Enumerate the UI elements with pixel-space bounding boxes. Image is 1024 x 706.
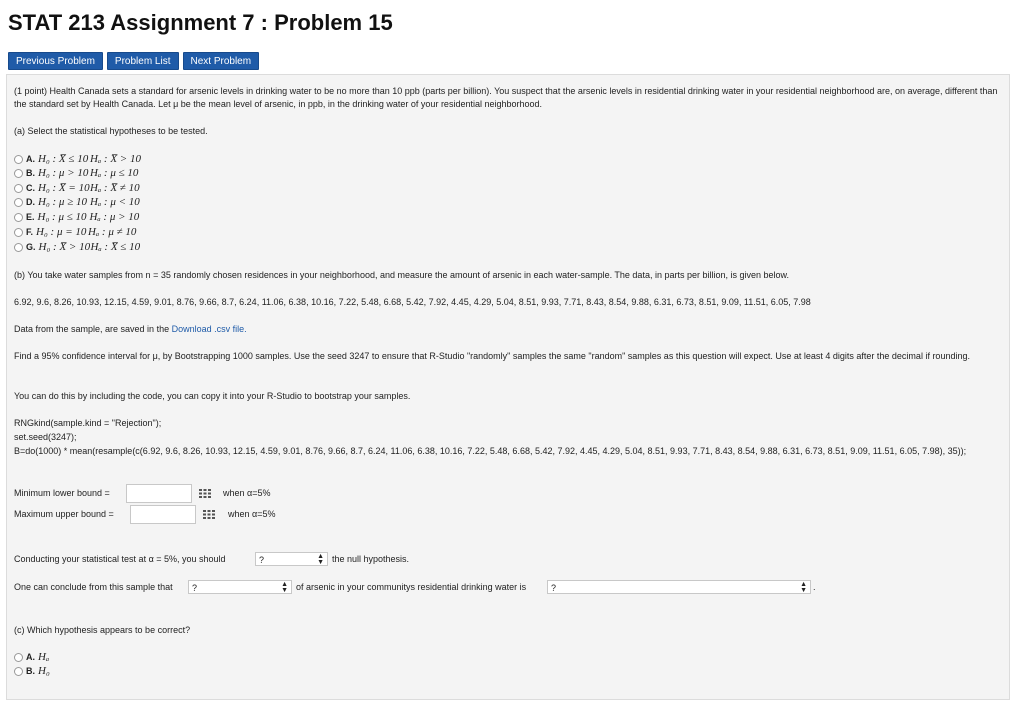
next-problem-button[interactable]: Next Problem [183,52,260,70]
conclusion-select-2[interactable]: ? ▲ ▼ [547,580,811,594]
max-alpha-note: when α=5% [228,509,276,519]
conclude-end: . [813,582,816,592]
problem-intro: (1 point) Health Canada sets a standard for arsenic levels in drinking water to be no more than 10 ppb (parts per billion). You suspect that the arsenic levels in residential drinking water in your residential neighborhood are, on average, different than the standard set by Health Canada. Let μ be the mean level of arsenic, in ppb, in the drinking water of your residential neighborhood. [14,86,998,109]
min-bound-label: Minimum lower bound = [14,488,110,498]
min-bound-input[interactable] [126,484,192,503]
max-bound-input[interactable] [130,505,196,524]
part-c-prompt: (c) Which hypothesis appears to be correct? [14,625,191,635]
sample-data: 6.92, 9.6, 8.26, 10.93, 12.15, 4.59, 9.01, 8.76, 9.66, 8.7, 6.24, 11.06, 6.38, 10.16, 7.22, 5.48, 6.68, 5.42, 7.92, 4.45, 4.29, 5.04, 8.51, 9.93, 7.71, 8.43, 8.54, 9.88, 6.31, 6.73, 8.51, 9.09, 11.51, 6.05, 7.98 [14,297,811,307]
hypothesis-option-c[interactable]: C. H₀ : X̅ = 10 Hₐ : X̅ ≠ 10 [14,182,140,195]
conclude-middle: of arsenic in your communitys residential drinking water is [296,582,527,592]
copy-code-note: You can do this by including the code, you can copy it into your R-Studio to bootstrap your samples. [14,391,411,401]
code-line-3: B=do(1000) * mean(resample(c(6.92, 9.6, 8.26, 10.93, 12.15, 4.59, 9.01, 8.76, 9.66, 8.7, 6.24, 11.06, 6.38, 10.16, 7.22, 5.48, 6.68, 5.42, 7.92, 4.45, 4.29, 5.04, 8.51, 9.93, 7.71, 8.43, 8.54, 9.88, 6.31, 6.73, 8.51, 9.09, 11.51, 6.05, 7.98), 35)); [14,446,967,456]
hypothesis-option-a[interactable]: A. H₀ : X̅ ≤ 10 Hₐ : X̅ > 10 [14,153,141,166]
radio-icon[interactable] [14,228,23,237]
radio-icon[interactable] [14,169,23,178]
conduct-suffix: the null hypothesis. [332,554,410,564]
code-line-1: RNGkind(sample.kind = "Rejection"); [14,418,162,428]
conduct-test-label: Conducting your statistical test at α = 5%, you should [14,554,226,564]
part-c-option-a[interactable]: A. Hₐ [14,651,49,664]
find-ci-instructions: Find a 95% confidence interval for μ, by Bootstrapping 1000 samples. Use the seed 3247 to ensure that R-Studio "randomly" samples the same "random" samples as this question will expect. Use at least 4 digits after the decimal if rounding. [14,351,970,361]
problem-nav [8,52,259,70]
previous-problem-button[interactable]: Previous Problem [8,52,103,70]
hypothesis-option-b[interactable]: B. H₀ : μ > 10 Hₐ : μ ≤ 10 [14,167,138,180]
radio-icon[interactable] [14,243,23,252]
conclusion-select-1[interactable]: ? ▲ ▼ [188,580,292,594]
radio-icon[interactable] [14,213,23,222]
part-c-option-b[interactable]: B. H₀ [14,665,50,678]
download-csv-link[interactable]: Download .csv file. [171,324,247,334]
hypothesis-option-g[interactable]: G. H₀ : X̅ > 10 Hₐ : X̅ ≤ 10 [14,241,140,254]
radio-icon[interactable] [14,667,23,676]
updown-arrow-icon: ▲ ▼ [317,553,324,566]
radio-icon[interactable] [14,155,23,164]
problem-panel [6,74,1010,700]
radio-icon[interactable] [14,184,23,193]
part-a-prompt: (a) Select the statistical hypotheses to be tested. [14,126,208,136]
updown-arrow-icon: ▲ ▼ [281,581,288,594]
problem-list-button[interactable]: Problem List [107,52,179,70]
updown-arrow-icon: ▲ ▼ [800,581,807,594]
max-bound-label: Maximum upper bound = [14,509,114,519]
equation-editor-icon[interactable] [197,486,213,500]
data-saved-line: Data from the sample, are saved in the Download .csv file. [14,324,247,334]
hypothesis-option-e[interactable]: E. H₀ : μ ≤ 10 Hₐ : μ > 10 [14,211,139,224]
part-b-prompt: (b) You take water samples from n = 35 randomly chosen residences in your neighborhood, and measure the amount of arsenic in each water-sample. The data, in parts per billion, is given below. [14,270,790,280]
conclude-label: One can conclude from this sample that [14,582,173,592]
reject-select[interactable]: ? ▲ ▼ [255,552,328,566]
hypothesis-option-d[interactable]: D. H₀ : μ ≥ 10 Hₐ : μ < 10 [14,196,140,209]
code-line-2: set.seed(3247); [14,432,77,442]
min-alpha-note: when α=5% [223,488,271,498]
page-title: STAT 213 Assignment 7 : Problem 15 [8,10,393,35]
equation-editor-icon[interactable] [201,507,217,521]
radio-icon[interactable] [14,653,23,662]
radio-icon[interactable] [14,198,23,207]
hypothesis-option-f[interactable]: F. H₀ : μ = 10 Hₐ : μ ≠ 10 [14,226,136,239]
